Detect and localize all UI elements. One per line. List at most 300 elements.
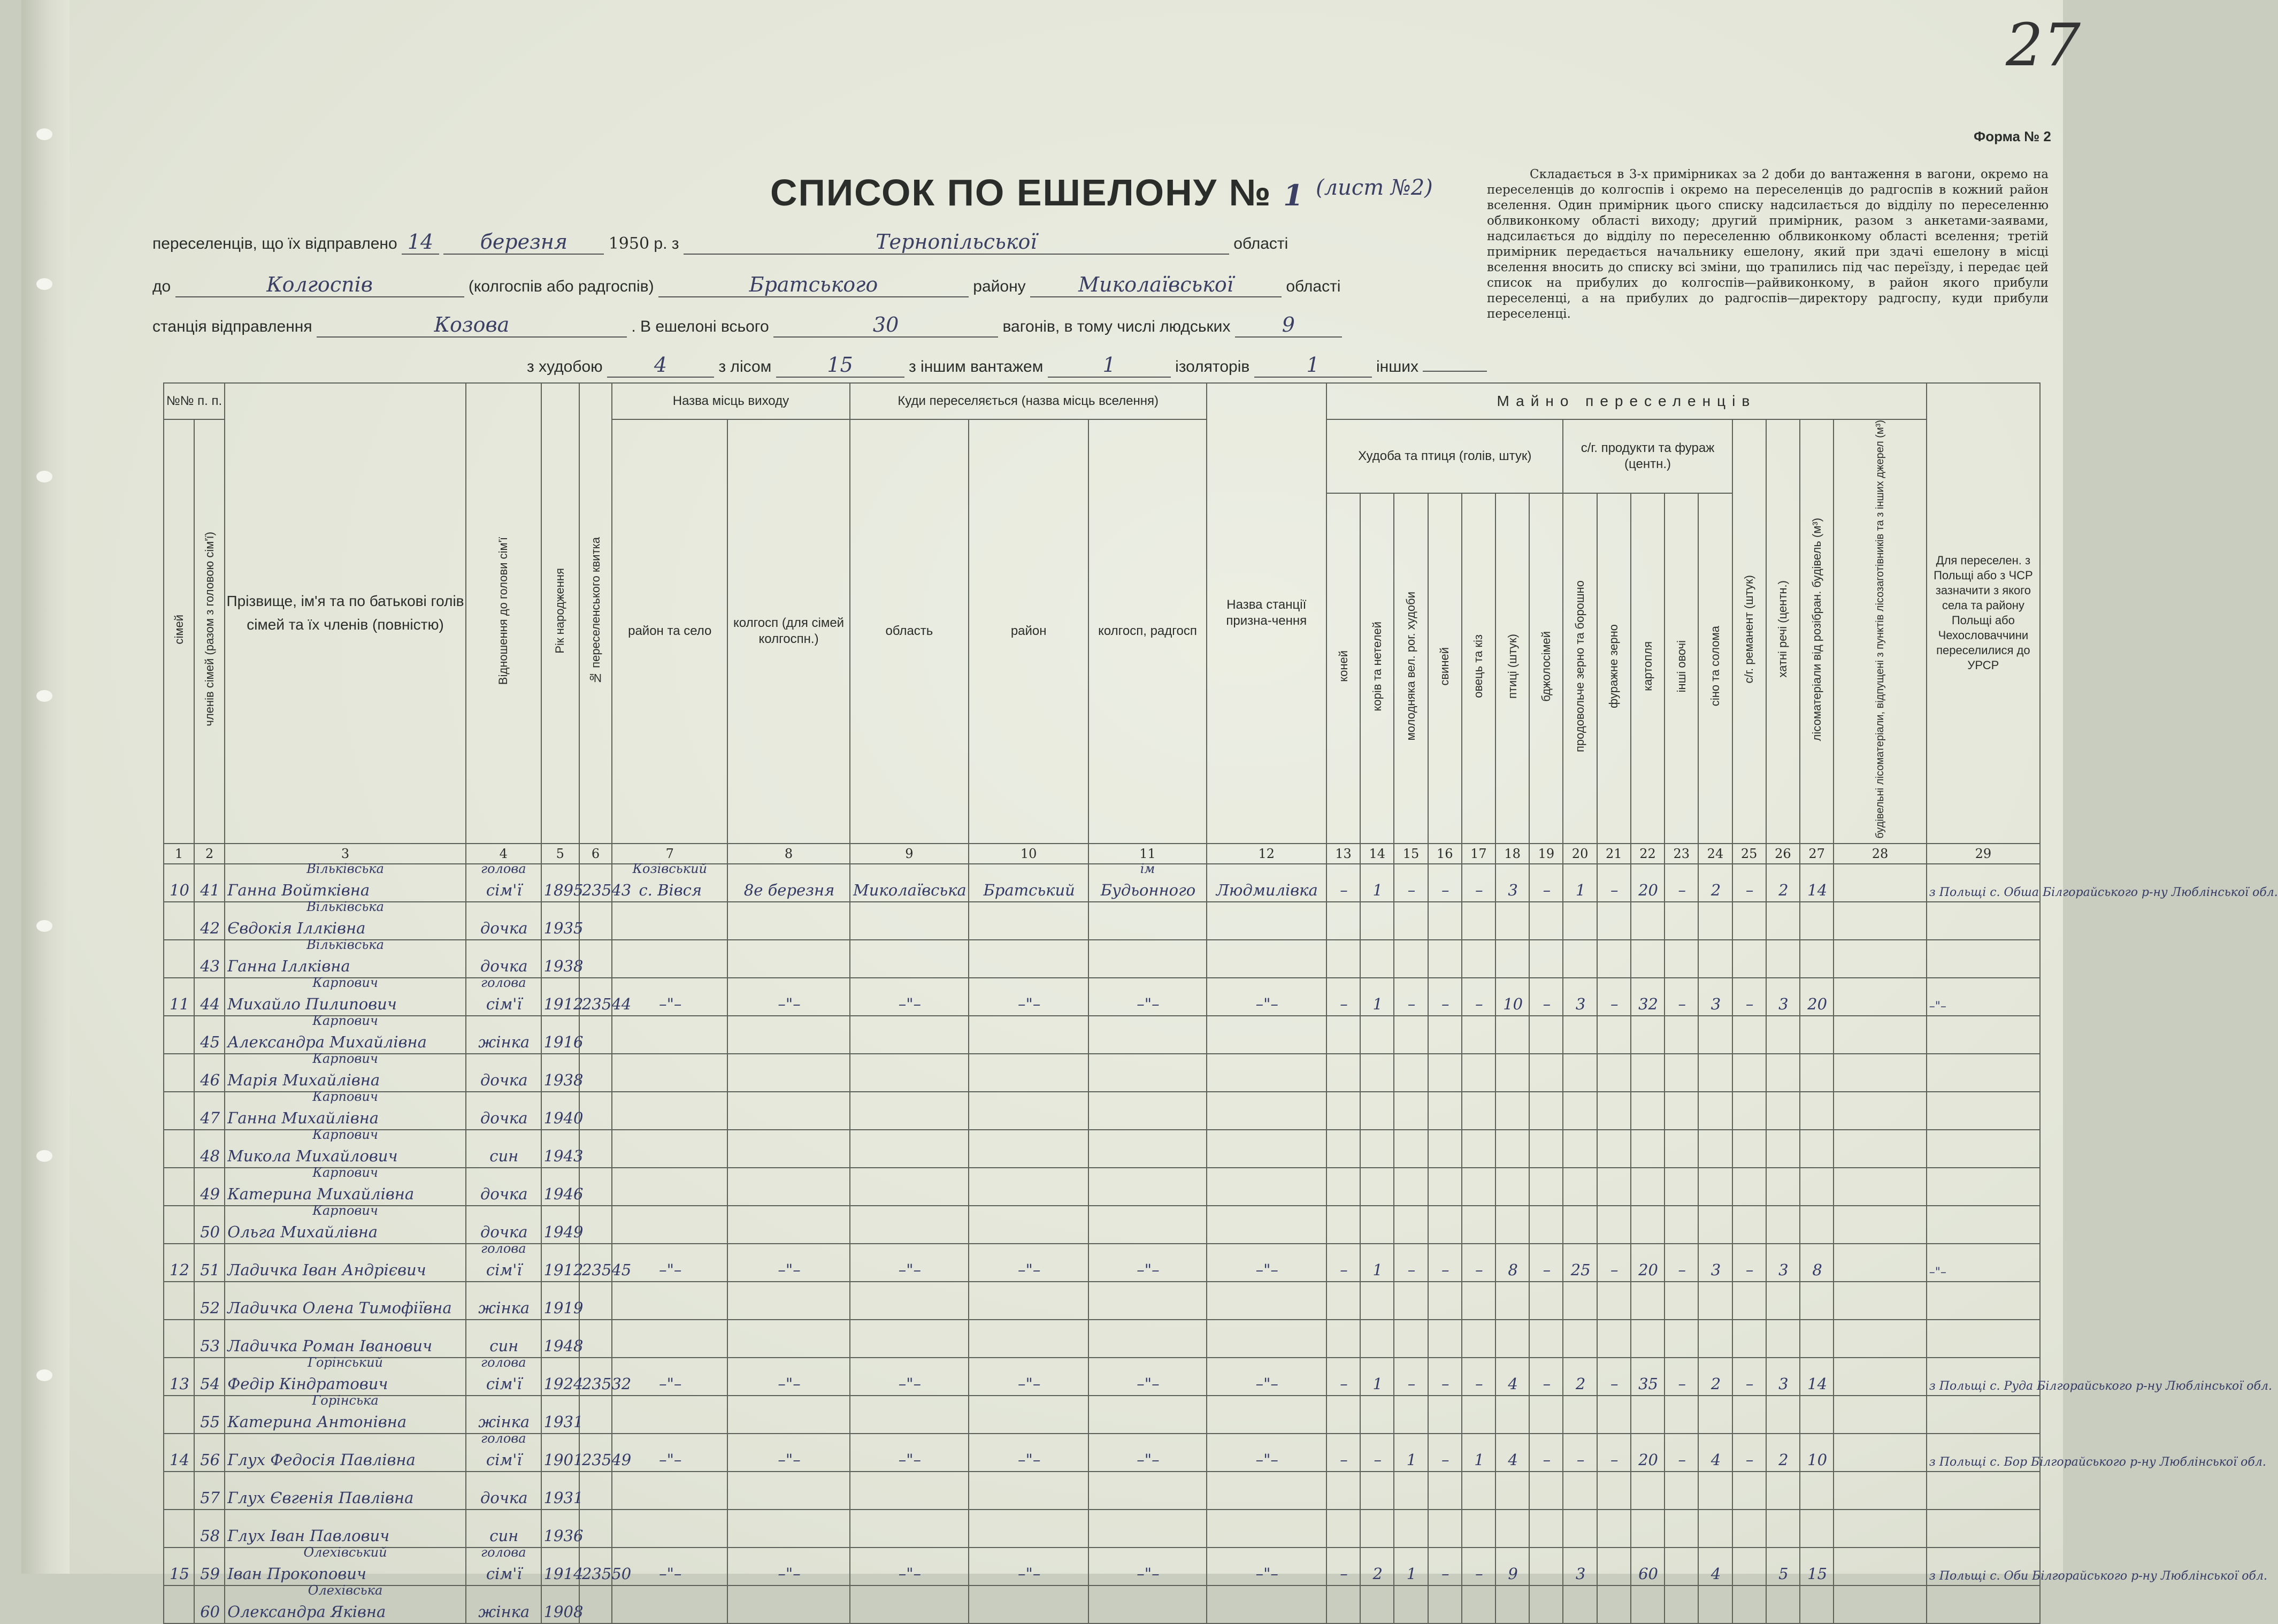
region-word-2: області <box>1286 278 1341 295</box>
property-value <box>1698 1510 1732 1548</box>
property-value-value: 20 <box>1807 994 1828 1013</box>
property-value-value: – <box>1610 1450 1619 1469</box>
property-value <box>1326 1168 1360 1206</box>
property-value <box>1462 1472 1495 1510</box>
property-value <box>1360 1282 1394 1320</box>
others-label: інших <box>1376 358 1419 376</box>
ticket-number <box>579 864 632 902</box>
property-value <box>1631 864 1665 902</box>
origin-region: Тернопільської <box>684 230 1229 255</box>
table-row <box>164 1585 2040 1623</box>
member-number-value: 52 <box>200 1298 220 1317</box>
birth-year-value: 1912 <box>543 1260 584 1279</box>
property-value-value: 60 <box>1638 1564 1658 1583</box>
livestock-label: з худобою <box>527 358 603 376</box>
property-value <box>1732 1396 1766 1434</box>
dest-kolkhoz <box>1088 1016 1206 1054</box>
relation-value: син <box>489 1336 519 1355</box>
property-value <box>1394 1130 1428 1168</box>
poland-origin-note <box>1927 864 2278 902</box>
origin-kolkhoz <box>727 1396 849 1434</box>
col-fodder-grain: фуражне зерно <box>1597 493 1631 843</box>
property-value <box>1495 1585 1529 1623</box>
member-number-value: 44 <box>200 994 220 1013</box>
property-value <box>1462 902 1495 940</box>
property-value <box>1698 1016 1732 1054</box>
property-value <box>1631 1396 1665 1434</box>
property-value-value: 1 <box>1372 1260 1383 1279</box>
property-value <box>1428 1092 1462 1130</box>
property-value <box>1665 1396 1698 1434</box>
dest-district <box>969 1168 1088 1206</box>
property-value <box>1326 902 1360 940</box>
departure-station: Козова <box>317 313 627 338</box>
person-name-upper: Вільківська <box>306 861 384 876</box>
property-value <box>1563 1092 1597 1130</box>
member-number-value: 57 <box>200 1488 220 1507</box>
property-value-value: – <box>1745 1450 1754 1469</box>
property-value-value: – <box>1407 1260 1416 1279</box>
property-value <box>1495 1130 1529 1168</box>
building-materials-value <box>1834 902 1927 940</box>
dest-station <box>1207 1168 1326 1206</box>
birth-year <box>541 1092 584 1130</box>
property-value <box>1563 902 1597 940</box>
table-row <box>164 1510 2040 1548</box>
property-value-value: 14 <box>1807 880 1828 899</box>
property-value <box>1495 1092 1529 1130</box>
building-materials-value <box>1834 1472 1927 1510</box>
property-value <box>1360 1472 1394 1510</box>
dest-station <box>1207 864 1326 902</box>
dest-region <box>850 1434 969 1472</box>
property-value-value: – <box>1441 1450 1449 1469</box>
property-value <box>1428 1434 1462 1472</box>
property-value <box>1529 1168 1563 1206</box>
property-value-value: – <box>1678 994 1686 1013</box>
dest-region <box>850 1320 969 1358</box>
header-line-3 <box>152 313 1342 338</box>
property-value-value: 14 <box>1807 1374 1828 1393</box>
property-value <box>1529 978 1563 1016</box>
property-value <box>1495 940 1529 978</box>
wagons-people: 9 <box>1235 313 1342 338</box>
property-value <box>1462 1016 1495 1054</box>
property-value <box>1394 1585 1428 1623</box>
col-property-group: Майно переселенців <box>1326 383 1927 419</box>
dest-kolkhoz-value: –"– <box>1137 1564 1160 1583</box>
property-value <box>1360 902 1394 940</box>
property-value <box>1563 1472 1597 1510</box>
property-value <box>1360 978 1394 1016</box>
person-name-value: Іван Прокопович <box>227 1564 366 1583</box>
origin-district <box>612 1206 727 1244</box>
property-value-value: 1 <box>1575 880 1586 899</box>
member-number <box>194 1320 225 1358</box>
member-number <box>194 1434 225 1472</box>
person-name-value: Ольга Михайлівна <box>227 1222 378 1241</box>
property-value <box>1597 940 1631 978</box>
property-value-value: – <box>1407 994 1416 1013</box>
property-value <box>1631 1092 1665 1130</box>
birth-year <box>541 1510 584 1548</box>
property-value <box>1597 1244 1631 1282</box>
person-name-value: Ганна Іллківна <box>227 956 350 975</box>
person-name-value: Ганна Михайлівна <box>227 1108 379 1127</box>
person-name <box>225 861 466 902</box>
origin-district <box>612 861 727 902</box>
family-number <box>164 1396 194 1434</box>
person-name-upper: Вільківська <box>306 899 384 914</box>
relation-value: дочка <box>480 1488 528 1507</box>
property-value <box>1766 1472 1800 1510</box>
property-value <box>1394 864 1428 902</box>
property-value <box>1800 1206 1834 1244</box>
property-value <box>1665 1244 1698 1282</box>
property-value <box>1563 940 1597 978</box>
region-word: області <box>1233 235 1288 252</box>
relation <box>466 1168 541 1206</box>
destination-district: Братського <box>658 273 969 297</box>
property-value <box>1394 1472 1428 1510</box>
origin-kolkhoz <box>727 1358 849 1396</box>
to-label: до <box>152 278 171 295</box>
property-value-value: – <box>1745 880 1754 899</box>
property-value <box>1360 1434 1394 1472</box>
property-value <box>1495 864 1529 902</box>
birth-year <box>541 1358 584 1396</box>
property-value-value: 2 <box>1778 1450 1789 1469</box>
property-value <box>1360 1168 1394 1206</box>
ticket-number-value: 23549 <box>581 1450 632 1469</box>
family-number <box>164 1282 194 1320</box>
origin-district <box>612 1472 727 1510</box>
relation-value: дочка <box>480 1222 528 1241</box>
member-number <box>194 1282 225 1320</box>
property-value <box>1563 1320 1597 1358</box>
echelon-list-table <box>163 382 2278 1624</box>
property-value-value: 3 <box>1778 1374 1789 1393</box>
property-value <box>1326 978 1360 1016</box>
origin-district <box>612 940 727 978</box>
birth-year <box>541 864 584 902</box>
person-name-value: Федір Кіндратович <box>227 1374 388 1393</box>
property-value <box>1360 1585 1394 1623</box>
dest-region <box>850 1282 969 1320</box>
birth-year <box>541 940 584 978</box>
member-number <box>194 1585 225 1623</box>
birth-year-value: 1943 <box>543 1146 584 1165</box>
birth-year-value: 1908 <box>543 1602 584 1621</box>
building-materials-value <box>1834 1548 1927 1585</box>
dest-kolkhoz-value: –"– <box>1137 1374 1160 1393</box>
property-value <box>1698 1054 1732 1092</box>
property-value <box>1766 1396 1800 1434</box>
family-number <box>164 1585 194 1623</box>
relation-upper: голова <box>480 1544 526 1560</box>
property-value <box>1766 1282 1800 1320</box>
property-value-value: 3 <box>1508 880 1518 899</box>
birth-year <box>541 1282 584 1320</box>
property-value <box>1563 1054 1597 1092</box>
column-number: 11 <box>1088 844 1206 864</box>
property-value <box>1529 1016 1563 1054</box>
property-value <box>1732 1016 1766 1054</box>
relation-value: жінка <box>478 1032 530 1051</box>
property-value-value: – <box>1678 1260 1686 1279</box>
origin-kolkhoz <box>727 1244 849 1282</box>
property-value-value: 3 <box>1575 994 1586 1013</box>
relation-value: сім'ї <box>486 994 522 1013</box>
member-number <box>194 1054 225 1092</box>
property-value <box>1732 1585 1766 1623</box>
dest-district <box>969 1472 1088 1510</box>
person-name-value: Катерина Антонівна <box>227 1412 407 1431</box>
property-value <box>1462 1434 1495 1472</box>
building-materials-value <box>1834 1585 1927 1623</box>
birth-year <box>541 1472 584 1510</box>
member-number-value: 59 <box>200 1564 220 1583</box>
column-number: 28 <box>1834 844 1927 864</box>
dest-station-value: –"– <box>1255 1374 1278 1393</box>
family-number <box>164 1320 194 1358</box>
dest-region <box>850 1054 969 1092</box>
punch-hole <box>36 690 52 702</box>
property-value-value: 3 <box>1711 994 1721 1013</box>
property-value <box>1394 1320 1428 1358</box>
property-value <box>1563 1016 1597 1054</box>
property-value <box>1394 902 1428 940</box>
dest-region <box>850 940 969 978</box>
dest-district <box>969 1396 1088 1434</box>
dest-region-value: Миколаївська <box>853 880 967 899</box>
member-number-value: 43 <box>200 956 220 975</box>
dest-district <box>969 1206 1088 1244</box>
building-materials-value <box>1834 1434 1927 1472</box>
property-value <box>1326 1434 1360 1472</box>
dest-station <box>1207 1092 1326 1130</box>
person-name-upper: Карпович <box>312 1051 378 1066</box>
column-number: 10 <box>969 844 1088 864</box>
origin-kolkhoz <box>727 902 849 940</box>
property-value-value: 15 <box>1807 1564 1828 1583</box>
property-value <box>1766 902 1800 940</box>
origin-kolkhoz <box>727 940 849 978</box>
property-value <box>1495 1548 1529 1585</box>
relation-value: дочка <box>480 1070 528 1089</box>
relation <box>466 1544 541 1585</box>
dest-kolkhoz <box>1088 1320 1206 1358</box>
property-value-value: 1 <box>1406 1564 1417 1583</box>
relation <box>466 1240 541 1282</box>
dest-region <box>850 1244 969 1282</box>
property-value <box>1529 1472 1563 1510</box>
property-value <box>1732 940 1766 978</box>
poland-origin-note <box>1927 1092 2040 1130</box>
person-name-upper: Вільківська <box>306 937 384 952</box>
col-cows: корів та нетелей <box>1360 493 1394 843</box>
property-value <box>1428 1244 1462 1282</box>
property-value <box>1800 902 1834 940</box>
col-timber: лісоматеріали від розібран. будівель (м³) <box>1800 419 1834 844</box>
person-name-value: Глух Євгенія Павлівна <box>227 1488 414 1507</box>
family-number <box>164 1244 194 1282</box>
birth-year <box>541 1016 584 1054</box>
table-row <box>164 1472 2040 1510</box>
poland-origin-note <box>1927 1396 2040 1434</box>
column-number: 19 <box>1529 844 1563 864</box>
relation <box>466 1320 541 1358</box>
property-value <box>1394 1396 1428 1434</box>
person-name <box>225 975 466 1016</box>
birth-year <box>541 978 584 1016</box>
family-number-value: 14 <box>170 1450 189 1469</box>
person-name <box>225 1165 466 1206</box>
property-value <box>1428 1472 1462 1510</box>
property-value <box>1732 1092 1766 1130</box>
origin-kolkhoz <box>727 1320 849 1358</box>
punch-hole <box>36 920 52 932</box>
table-row <box>164 1130 2040 1168</box>
property-value <box>1428 1130 1462 1168</box>
person-name-upper: Олехівський <box>303 1544 387 1560</box>
dest-station <box>1207 1585 1326 1623</box>
member-number <box>194 1130 225 1168</box>
birth-year-value: 1938 <box>543 1070 584 1089</box>
birth-year <box>541 1206 584 1244</box>
relation-upper: голова <box>480 1430 526 1446</box>
column-number: 16 <box>1428 844 1462 864</box>
property-value <box>1597 1434 1631 1472</box>
property-value <box>1529 1206 1563 1244</box>
relation-upper: голова <box>480 975 526 990</box>
property-value <box>1495 1472 1529 1510</box>
col-station: Назва станції призна-чення <box>1207 383 1326 844</box>
property-value <box>1732 978 1766 1016</box>
property-value <box>1597 978 1631 1016</box>
table-body <box>164 861 2278 1623</box>
property-value <box>1462 1282 1495 1320</box>
member-number <box>194 1016 225 1054</box>
property-value <box>1698 1320 1732 1358</box>
document-title <box>770 171 1305 214</box>
property-value <box>1428 1510 1462 1548</box>
property-value <box>1326 1206 1360 1244</box>
property-value <box>1529 1282 1563 1320</box>
dest-kolkhoz-value: –"– <box>1137 1450 1160 1469</box>
district-word: району <box>973 278 1026 295</box>
building-materials-value <box>1834 1510 1927 1548</box>
poland-origin-note <box>1927 1282 2040 1320</box>
property-value <box>1360 864 1394 902</box>
poland-origin-note <box>1927 1585 2040 1623</box>
col-bee-families: бджолосімей <box>1529 493 1563 843</box>
property-value <box>1597 1510 1631 1548</box>
property-value-value: – <box>1374 1450 1382 1469</box>
property-value <box>1800 1130 1834 1168</box>
property-value <box>1766 1585 1800 1623</box>
dest-station-value: –"– <box>1255 1564 1278 1583</box>
birth-year <box>541 1130 584 1168</box>
sheet-note: (лист №2) <box>1316 175 1433 200</box>
ticket-number-value: 23532 <box>581 1374 632 1393</box>
table-row <box>164 864 2040 902</box>
dest-region <box>850 1472 969 1510</box>
birth-year <box>541 1396 584 1434</box>
member-number-value: 54 <box>200 1374 220 1393</box>
punch-hole <box>36 1150 52 1162</box>
col-birth-year: Рік народження <box>541 383 579 844</box>
poland-origin-note <box>1927 1016 2040 1054</box>
column-number: 6 <box>579 844 612 864</box>
member-number <box>194 1168 225 1206</box>
col-produce-group: с/г. продукти та фураж (центн.) <box>1563 419 1732 493</box>
property-value-value: – <box>1407 880 1416 899</box>
dest-station <box>1207 1244 1326 1282</box>
property-value <box>1665 1434 1698 1472</box>
member-number <box>194 1244 225 1282</box>
dest-kolkhoz <box>1088 1434 1206 1472</box>
dest-district <box>969 1320 1088 1358</box>
dest-station <box>1207 1016 1326 1054</box>
birth-year-value: 1948 <box>543 1336 584 1355</box>
dest-district <box>969 1244 1088 1282</box>
col-dest-kolkhoz: колгосп, радгосп <box>1088 419 1206 844</box>
relation <box>466 1396 541 1434</box>
property-value <box>1462 1320 1495 1358</box>
col-household: хатні речі (центн.) <box>1766 419 1800 844</box>
property-value <box>1732 864 1766 902</box>
property-value <box>1631 1016 1665 1054</box>
person-name <box>225 1282 466 1320</box>
member-number <box>194 1358 225 1396</box>
column-number: 25 <box>1732 844 1766 864</box>
table-row <box>164 1320 2040 1358</box>
dest-district-value: –"– <box>1018 1450 1041 1469</box>
property-value-value: 3 <box>1575 1564 1586 1583</box>
property-value <box>1800 1054 1834 1092</box>
property-value-value: 2 <box>1711 1374 1721 1393</box>
table-row <box>164 1548 2040 1585</box>
property-value <box>1394 940 1428 978</box>
member-number-value: 51 <box>200 1260 220 1279</box>
origin-district-value: –"– <box>659 1450 682 1469</box>
poland-origin-note <box>1927 1168 2040 1206</box>
column-number: 3 <box>225 844 466 864</box>
property-value <box>1462 1206 1495 1244</box>
property-value <box>1394 1054 1428 1092</box>
property-value <box>1631 1510 1665 1548</box>
col-potatoes: картопля <box>1631 493 1665 843</box>
property-value <box>1462 1585 1495 1623</box>
poland-origin-note <box>1927 978 2040 1016</box>
person-name-value: Глух Федосія Павлівна <box>227 1450 416 1469</box>
relation <box>466 861 541 902</box>
building-materials-value <box>1834 940 1927 978</box>
property-value <box>1766 1168 1800 1206</box>
person-name-value: Ладичка Олена Тимофіївна <box>227 1298 452 1317</box>
property-value <box>1495 1434 1529 1472</box>
person-name-value: Євдокія Іллківна <box>227 918 366 937</box>
origin-kolkhoz <box>727 978 849 1016</box>
relation-upper: голова <box>480 861 526 876</box>
property-value-value: – <box>1610 880 1619 899</box>
property-value <box>1732 1168 1766 1206</box>
property-value <box>1800 1092 1834 1130</box>
family-number-value: 13 <box>170 1374 189 1393</box>
table-row <box>164 902 2040 940</box>
col-pigs: свиней <box>1428 493 1462 843</box>
